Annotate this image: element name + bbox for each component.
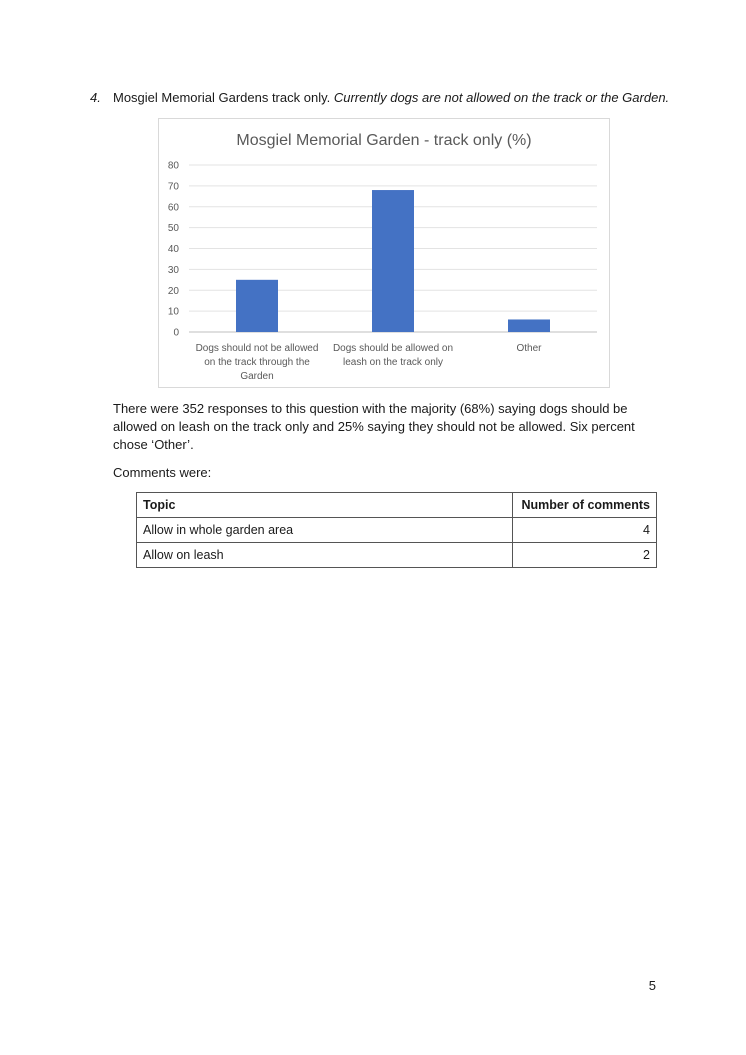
x-category-label: Other xyxy=(516,343,542,354)
comments-table xyxy=(136,492,657,568)
table-row xyxy=(137,543,657,568)
x-category-label: Garden xyxy=(240,371,274,382)
y-tick-label: 60 xyxy=(167,202,179,214)
summary-paragraph: There were 352 responses to this question with the majority (68%) saying dogs should be allowed on leash on the track only and 25% saying they should not be allowed. Six percent chose ‘Other’. xyxy=(113,401,635,452)
y-tick-label: 30 xyxy=(167,264,179,276)
header-count: Number of comments xyxy=(513,493,657,518)
chart-title: Mosgiel Memorial Garden - track only (%) xyxy=(236,132,532,149)
question-text: Mosgiel Memorial Gardens track only. xyxy=(113,90,331,105)
bar-3 xyxy=(508,319,550,332)
x-category-label: on the track through the xyxy=(204,357,310,368)
y-tick-label: 50 xyxy=(167,223,179,235)
cell-topic: Allow in whole garden area xyxy=(137,518,513,543)
page-number: 5 xyxy=(648,978,656,993)
question-note: Currently dogs are not allowed on the track or the Garden. xyxy=(333,90,670,105)
table-header-row xyxy=(137,493,657,518)
question-number: 4. xyxy=(90,90,101,105)
y-tick-label: 0 xyxy=(173,327,179,339)
x-category-label: leash on the track only xyxy=(342,357,444,368)
y-tick-label: 70 xyxy=(167,181,179,193)
y-tick-label: 20 xyxy=(167,285,179,297)
question-heading xyxy=(90,90,669,105)
bar-2 xyxy=(372,190,414,332)
cell-count: 4 xyxy=(513,518,657,543)
cell-topic: Allow on leash xyxy=(137,543,513,568)
x-category-label: Dogs should not be allowed xyxy=(195,343,319,354)
chart-canvas xyxy=(159,119,609,387)
comments-label: Comments were: xyxy=(113,465,212,480)
bar-chart xyxy=(158,118,610,388)
y-tick-label: 10 xyxy=(167,306,179,318)
x-category-label: Dogs should be allowed on xyxy=(332,343,454,354)
bar-1 xyxy=(236,280,278,332)
y-tick-label: 40 xyxy=(167,244,179,255)
table-row xyxy=(137,518,657,543)
y-tick-label: 80 xyxy=(167,160,179,172)
cell-count: 2 xyxy=(513,543,657,568)
header-topic: Topic xyxy=(137,493,513,518)
